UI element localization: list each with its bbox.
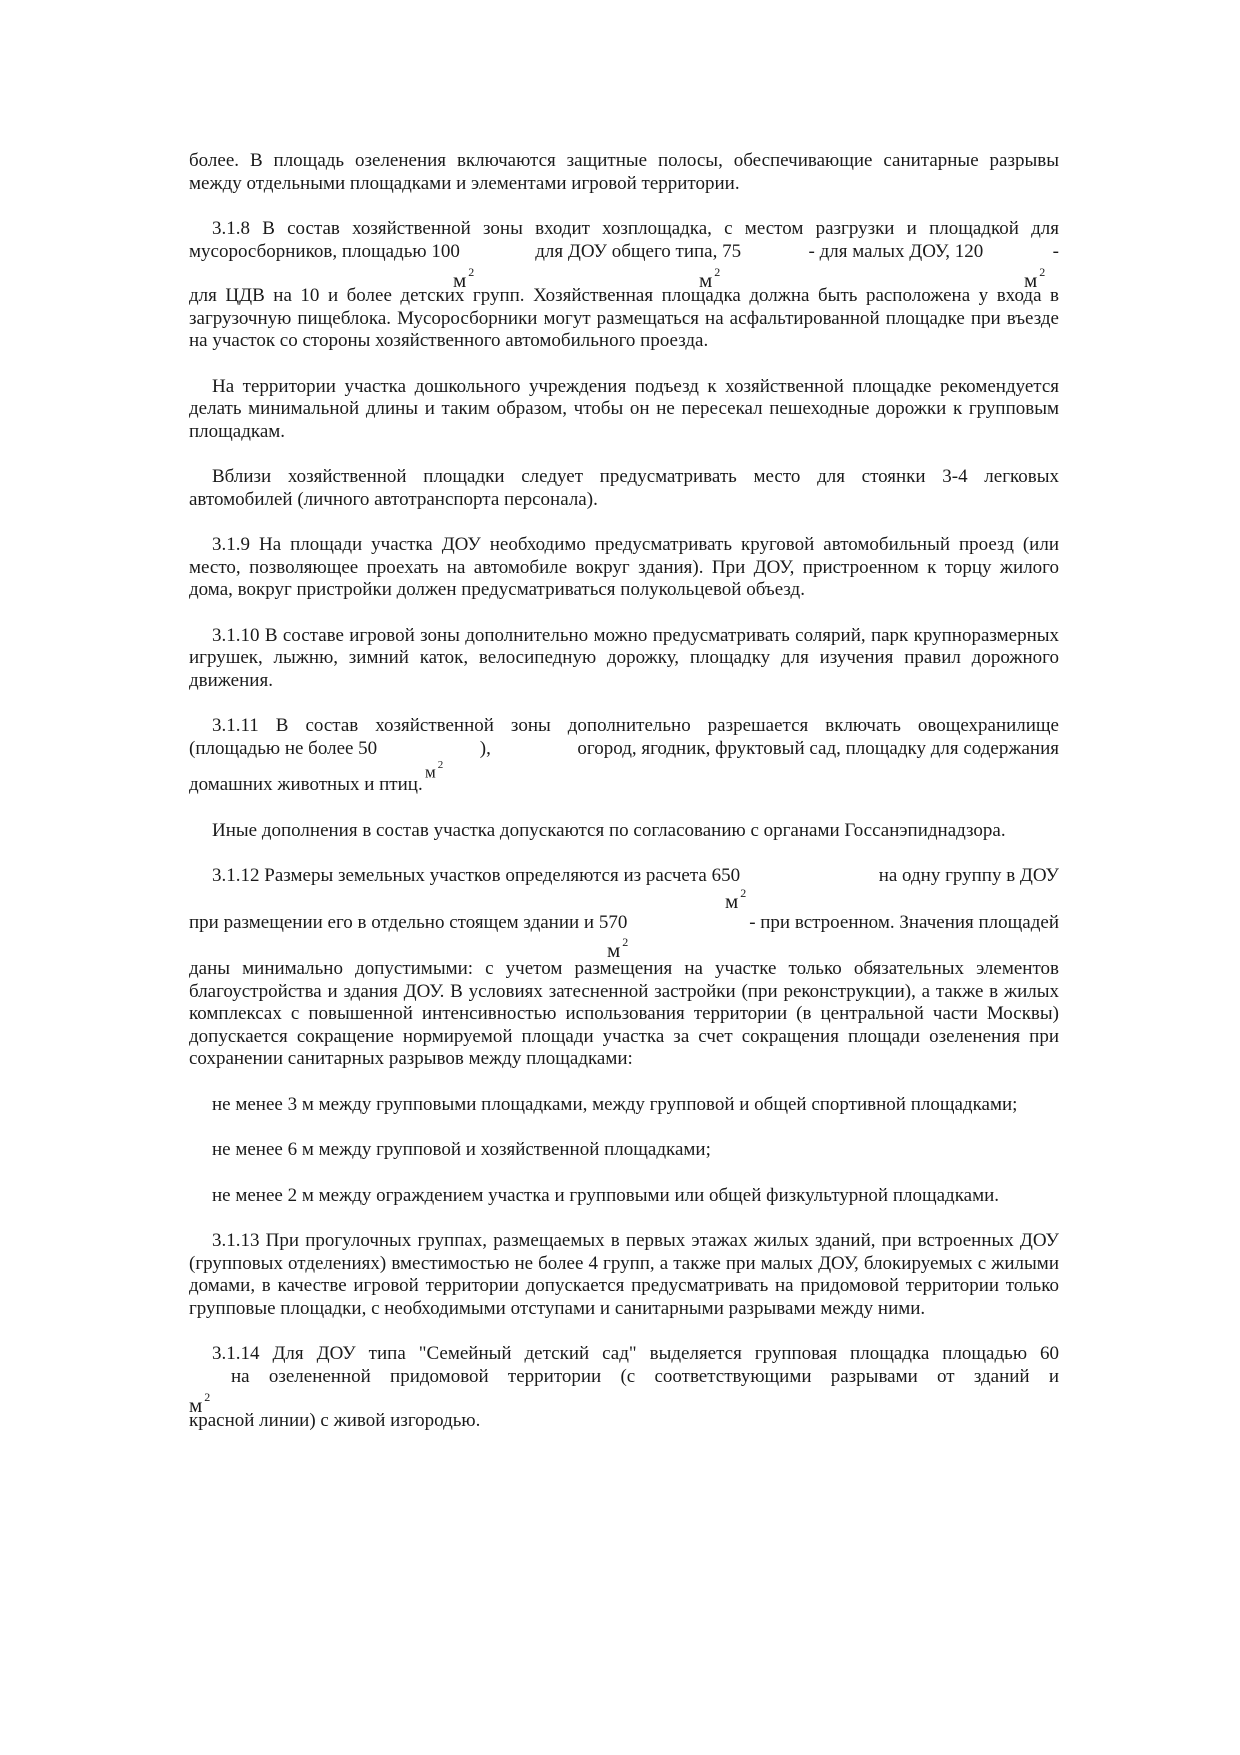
paragraph-3-1-8: [189, 218, 1059, 353]
p318-rest: для ЦДВ на 10 и более детских групп. Хозяйственная площадка должна быть расположена у входа в загрузочную пищеблока. Мусоросборники могут размещаться на асфальтированной площадке при въезде на участок со стороны хозяйственного автомобильного проезда.: [189, 285, 1059, 351]
p3112-calc-650: 3.1.12 Размеры земельных участков определяются из расчета 650: [212, 865, 741, 886]
unit-m2: м $^2$: [1024, 265, 1046, 292]
p318-line2: [189, 241, 1059, 264]
paragraph-driveway: На территории участка дошкольного учреждения подъезд к хозяйственной площадке рекомендуется делать минимальной длины и таким образом, чтобы он не пересекал пешеходные дорожки к групповым площадкам.: [189, 375, 1059, 442]
unit-m2: м $^2$: [699, 265, 721, 292]
p318-line1: 3.1.8 В состав хозяйственной зоны входит хозплощадка, с местом разгрузки и площадкой для: [212, 218, 1059, 239]
document-page: [189, 150, 1059, 1456]
p3111-line2: [189, 738, 1059, 761]
unit-m2: м $^2$: [189, 1390, 211, 1417]
unit-m2: м $^2$: [425, 759, 444, 782]
p3112-built-in: - при встроенном. Значения площадей: [749, 911, 1059, 933]
p3111-area-50: (площадью не более 50: [189, 737, 378, 759]
paragraph-3-1-11: [189, 715, 1059, 797]
paragraph-other-additions: Иные дополнения в состав участка допускаются по согласованию с органами Госсанэпиднадзора.: [212, 819, 1006, 841]
p318-small-dou: - для малых ДОУ, 120: [808, 240, 984, 262]
paragraph-3-1-13: 3.1.13 При прогулочных группах, размещаемых в первых этажах жилых зданий, при встроенных ДОУ (групповых отделениях) вместимостью не более 4 групп, а также при малых ДОУ, блокируемых с жилыми домами, в качестве игровой территории допускается предусматривать на придомовой территории только групповые площадки, с необходимыми отступами и санитарными разрывами между ними.: [189, 1230, 1059, 1319]
paragraph-3-1-7-end: более. В площадь озеленения включаются защитные полосы, обеспечивающие санитарные разрывы между отдельными площадками и элементами игровой территории.: [189, 150, 1059, 194]
paragraph-gap-3m: не менее 3 м между групповыми площадками, между групповой и общей спортивной площадками;: [212, 1093, 1018, 1115]
p3114-line3: красной линии) с живой изгородью.: [189, 1410, 481, 1431]
paragraph-3-1-14: [189, 1343, 1059, 1433]
paragraph-3-1-12: [189, 865, 1059, 1071]
p318-dou-general: для ДОУ общего типа, 75: [535, 240, 742, 262]
p318-area-100: мусоросборников, площадью 100: [189, 240, 460, 262]
p3111-garden: огород, ягодник, фруктовый сад, площадку для содержания: [577, 737, 1059, 759]
p3112-rest: даны минимально допустимыми: с учетом размещения на участке только обязательных элементов благоустройства и здания ДОУ. В условиях затесненной застройки (при реконструкции), а также в жилых комплексах с повышенной интенсивностью использования территории (в центральной части Москвы) допускается сокращение нормируемой площади участка за счет сокращения площади озеленения при сохранении санитарных разрывов между площадками:: [189, 958, 1059, 1069]
p3112-separate-570: при размещении его в отдельно стоящем здании и 570: [189, 911, 628, 933]
p3112-per-group: на одну группу в ДОУ: [878, 865, 1059, 886]
p3111-line1: 3.1.11 В состав хозяйственной зоны дополнительно разрешается включать овощехранилище: [212, 715, 1059, 736]
p3112-line2: [189, 912, 1059, 935]
paragraph-parking: Вблизи хозяйственной площадки следует предусматривать место для стоянки 3-4 легковых автомобилей (личного автотранспорта персонала).: [189, 466, 1059, 510]
p3111-paren: ),: [479, 737, 491, 759]
p3112-line1: [189, 865, 1059, 888]
unit-m2: м $^2$: [607, 935, 629, 962]
paragraph-gap-2m: не менее 2 м между ограждением участка и групповыми или общей физкультурной площадками.: [212, 1184, 1000, 1206]
unit-m2: м $^2$: [725, 886, 747, 913]
paragraph-3-1-9: 3.1.9 На площади участка ДОУ необходимо предусматривать круговой автомобильный проезд (или место, позволяющее проехать на автомобиле вокруг здания). При ДОУ, пристроенном к торцу жилого дома, вокруг пристройки должен предусматриваться полукольцевой объезд.: [189, 534, 1059, 600]
p3114-line2: на озелененной придомовой территории (с соответствующими разрывами от зданий и: [231, 1365, 1059, 1387]
unit-m2: м $^2$: [453, 265, 475, 292]
p3111-line3: домашних животных и птиц.: [189, 774, 423, 795]
p3114-line1: 3.1.14 Для ДОУ типа "Семейный детский сад" выделяется групповая площадка площадью 60: [212, 1343, 1059, 1364]
p318-dash: -: [1052, 240, 1059, 262]
paragraph-3-1-10: 3.1.10 В составе игровой зоны дополнительно можно предусматривать солярий, парк крупноразмерных игрушек, лыжню, зимний каток, велосипедную дорожку, площадку для изучения правил дорожного движения.: [189, 624, 1059, 691]
paragraph-gap-6m: не менее 6 м между групповой и хозяйственной площадками;: [212, 1139, 711, 1160]
